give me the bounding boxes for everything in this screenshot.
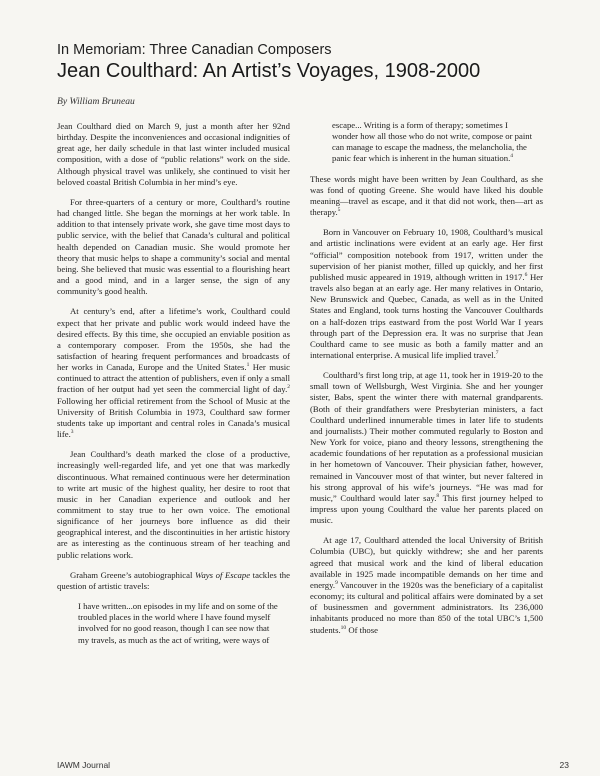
footnote-ref: 4 bbox=[510, 153, 514, 160]
block-quote: I have written...on episodes in my life and on some of the troubled places in the world where I have found myself involved for no good reason, though I can see now that my travels, as much as the act of writing, were ways of bbox=[78, 601, 278, 645]
footnote-ref: 8 bbox=[436, 492, 440, 499]
paragraph-text: Vancouver in the 1920s was the beneficiary of a capitalist economy; its cultural and political affairs were dominated by a set of businessmen and government administrators. Its 236,000 inhabitants produced no more than 850 of the total UBC’s 1,500 students. bbox=[310, 579, 543, 635]
footnote-ref: 9 bbox=[335, 580, 338, 587]
byline: By William Bruneau bbox=[57, 96, 135, 107]
left-column bbox=[57, 121, 290, 655]
journal-name: IAWM Journal bbox=[57, 760, 111, 770]
paragraph-text: Graham Greene’s autobiographical bbox=[70, 569, 196, 580]
footnote-ref: 1 bbox=[246, 362, 250, 369]
paragraph bbox=[57, 306, 290, 440]
paragraph-text: At age 17, Coulthard attended the local University of British Columbia (UBC), but quickly withdrew; she and her parents agreed that musical work and the kind of liberal education available in 1925 made incompatible demands on her time and energy. bbox=[310, 535, 543, 590]
paragraph-text: Following her official retirement from the School of Music at the University of British Columbia in 1973, Coulthard saw former students take up important and central roles in Canada’s musical life. bbox=[57, 395, 290, 440]
footnote-ref: 10 bbox=[340, 624, 347, 631]
paragraph-text: Born in Vancouver on February 10, 1908, Coulthard’s musical and artistic inclinations were evident at an early age. Her first “official” composition notebook from 1917, written under the supervision of her pianist mother, filled up quickly, and her first published music appeared in 1919, although written in 1917. bbox=[310, 227, 543, 282]
page-number: 23 bbox=[559, 760, 569, 770]
footnote-ref: 7 bbox=[495, 350, 499, 357]
paragraph bbox=[310, 227, 543, 361]
paragraph-text: At century’s end, after a lifetime’s work, Coulthard could expect that her private and public work would indeed have the desired effects. By this time, she occupied an enviable position as a contemporary composer. From the 1950s, she had the satisfaction of hearing frequent performances and broadcasts of her works in Canada, Europe and the United States. bbox=[57, 306, 290, 373]
book-title: Ways of Escape bbox=[195, 569, 251, 580]
right-column bbox=[310, 120, 543, 645]
paragraph bbox=[310, 535, 543, 635]
footnote-ref: 6 bbox=[524, 271, 528, 278]
paragraph bbox=[57, 570, 290, 592]
paragraph: Jean Coulthard’s death marked the close of a productive, increasingly well-regarded life, and yet one that was markedly discontinuous. What remained continuous were her determination to write art music of the highest quality, her desire to root that music in her Canadian experience and outlook and her commitment to stay true to her own voice. The emotional significance of her journeys bore influence as did their geographical interest, and the discontinuities in her artistic history are as interesting as the continuous stream of her teaching and public relations work. bbox=[57, 449, 290, 560]
paragraph: Jean Coulthard died on March 9, just a month after her 92nd birthday. Despite the inconveniences and occasional indignities of great age, her daily schedule in that last winter included musical composition, with a dose of “public relations” work on the side. Although physical travel was unlikely, she continued to visit her beloved coastal British Columbia in her mind’s eye. bbox=[57, 121, 290, 187]
paragraph-text: These words might have been written by Jean Coulthard, as she was fond of quoting Greene. She would have liked his double meaning—travel as escape, and it that did not work, then—art as therapy. bbox=[310, 173, 543, 218]
paragraph-text: Her travels also began at an early age. Her many relatives in Ontario, New Brunswick and Quebec, Canada, as well as in the United States and England, took turns hosting the Vancouver Coulthards on a half-dozen trips eastward from the post World War I years through part of the Depression era. It was no surprise that Jean Coulthard came to see music as both a family matter and an international enterprise. A musical life implied travel. bbox=[310, 271, 543, 360]
paragraph-text: This first journey helped to impress upon young Coulthard the value her parents placed on music. bbox=[310, 492, 543, 526]
paragraph bbox=[310, 174, 543, 219]
quote-text: escape... Writing is a form of therapy; sometimes I wonder how all those who do not write, compose or paint can manage to escape the madness, the melancholia, the panic fear which is inherent in the human situation. bbox=[332, 120, 533, 164]
section-kicker: In Memoriam: Three Canadian Composers bbox=[57, 42, 332, 58]
paragraph-text: Her music continued to attract the attention of publishers, even if only a small fraction of her output had yet seen the commercial light of day. bbox=[57, 362, 290, 395]
paragraph bbox=[310, 370, 543, 526]
paragraph-text: Coulthard’s first long trip, at age 11, took her in 1919-20 to the small town of Wellsburgh, West Virginia. She and her younger sister, Babs, spent the winter there with maternal grandparents. (Both of their grandfathers were Presbyterian ministers, a fact Coulthard underlined innumerable times in later life to students and journalists.) Their mother commuted regularly to Boston and New York for voice, piano and theory lessons, strengthening the academic foundations of her reputation as a professional musician in her hometown of Vancouver. Their physician father, however, remained in Vancouver most of that winter, but never faltered in his strong approval of his wife’s journeys. “He was mad for music,” Coulthard would later say. bbox=[310, 370, 543, 503]
article-title: Jean Coulthard: An Artist’s Voyages, 1908-2000 bbox=[57, 60, 481, 82]
block-quote-continued bbox=[310, 120, 543, 165]
footnote-ref: 2 bbox=[287, 384, 290, 391]
footnote-ref: 5 bbox=[337, 207, 341, 214]
paragraph-text: Of those bbox=[346, 624, 379, 635]
footnote-ref: 3 bbox=[70, 429, 74, 436]
paragraph: For three-quarters of a century or more, Coulthard’s routine had changed little. She began the mornings at her work table. In addition to that intensely private work, she gave time most days to public service, with the belief that Canada’s cultural and political health depended on Canadian music. She would promote her theory that music helps to shape a community’s social and mental being. She believed that music was essential to a flourishing heart and a good mind, and in a larger sense, the sign of any community’s good health. bbox=[57, 196, 290, 297]
paragraph-text: tackles the question of artistic travels: bbox=[57, 569, 290, 591]
